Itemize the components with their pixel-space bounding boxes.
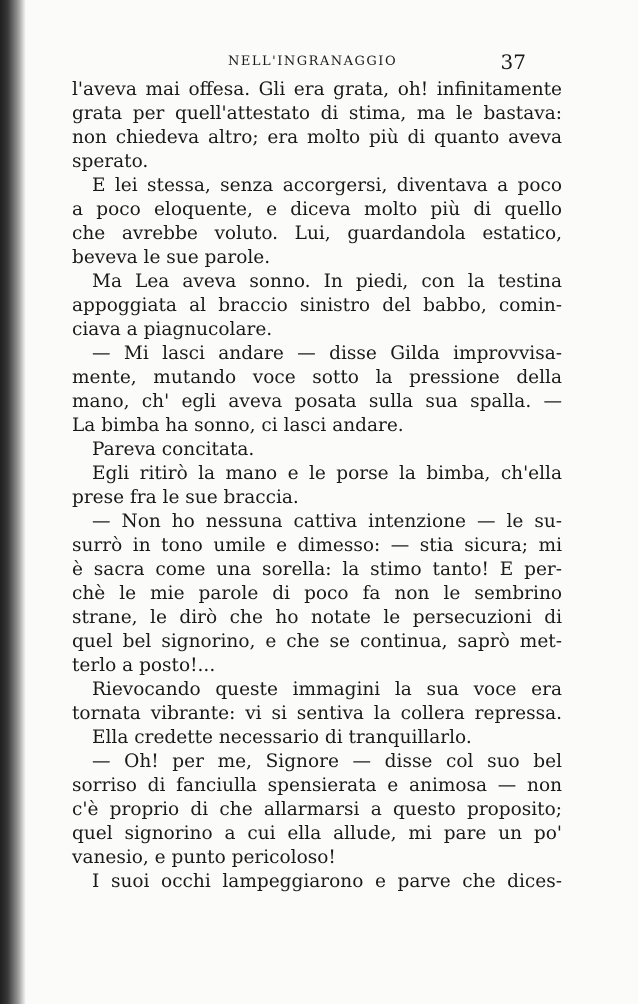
text-line: mano, ch' egli aveva posata sulla sua spalla. — <box>72 391 562 412</box>
text-line: quel signorino a cui ella allude, mi pare un po' <box>72 823 562 844</box>
running-head-title: NELL'INGRANAGGIO <box>228 54 398 69</box>
text-line: sperato. <box>72 151 149 172</box>
text-line: — Non ho nessuna cattiva intenzione — le su- <box>92 511 562 532</box>
text-line: mente, mutando voce sotto la pressione della <box>72 367 562 388</box>
text-line: La bimba ha sonno, ci lasci andare. <box>72 415 404 436</box>
text-line: Egli ritirò la mano e le porse la bimba, ch'ella <box>92 463 562 484</box>
text-line: strane, le dirò che ho notate le persecuzioni di <box>72 607 562 628</box>
text-line: prese fra le sue braccia. <box>72 487 299 508</box>
text-line: terlo a posto!... <box>72 655 216 676</box>
text-line: sorriso di fanciulla spensierata e animosa — non <box>72 775 562 796</box>
page-number: 37 <box>500 50 526 74</box>
text-line: ciava a piagnucolare. <box>72 319 273 340</box>
text-line: Ella credette necessario di tranquillarlo. <box>92 727 472 748</box>
text-line: vanesio, e punto pericoloso! <box>72 847 336 868</box>
text-line: c'è proprio di che allarmarsi a questo proposito; <box>72 799 562 820</box>
text-line: — Oh! per me, Signore — disse col suo bel <box>92 751 562 772</box>
text-line: chè le mie parole di poco fa non le sembrino <box>72 583 562 604</box>
text-line: I suoi occhi lampeggiarono e parve che dices- <box>92 871 562 892</box>
text-line: appoggiata al braccio sinistro del babbo, comin- <box>72 295 562 316</box>
text-line: beveva le sue parole. <box>72 247 271 268</box>
text-line: grata per quell'attestato di stima, ma le bastava: <box>72 103 562 124</box>
running-head <box>78 50 548 76</box>
text-line: l'aveva mai offesa. Gli era grata, oh! infinitamente <box>72 79 562 100</box>
text-line: E lei stessa, senza accorgersi, diventava a poco <box>92 175 562 196</box>
book-spine-shadow <box>0 0 26 1004</box>
text-line: — Mi lasci andare — disse Gilda improvvisa- <box>92 343 562 364</box>
text-line: tornata vibrante: vi si sentiva la collera repressa. <box>72 703 562 724</box>
text-line: quel bel signorino, e che se continua, saprò met- <box>72 631 562 652</box>
text-line: surrò in tono umile e dimesso: — stia sicura; mi <box>72 535 562 556</box>
text-line: non chiedeva altro; era molto più di quanto aveva <box>72 127 562 148</box>
text-line: Rievocando queste immagini la sua voce era <box>92 679 562 700</box>
text-line: è sacra come una sorella: la stimo tanto! E per- <box>72 559 562 580</box>
text-line: Pareva concitata. <box>92 439 255 460</box>
text-line: Ma Lea aveva sonno. In piedi, con la testina <box>92 271 562 292</box>
text-line: a poco eloquente, e diceva molto più di quello <box>72 199 562 220</box>
body-text <box>72 78 562 894</box>
text-line: che avrebbe voluto. Lui, guardandola estatico, <box>72 223 562 244</box>
